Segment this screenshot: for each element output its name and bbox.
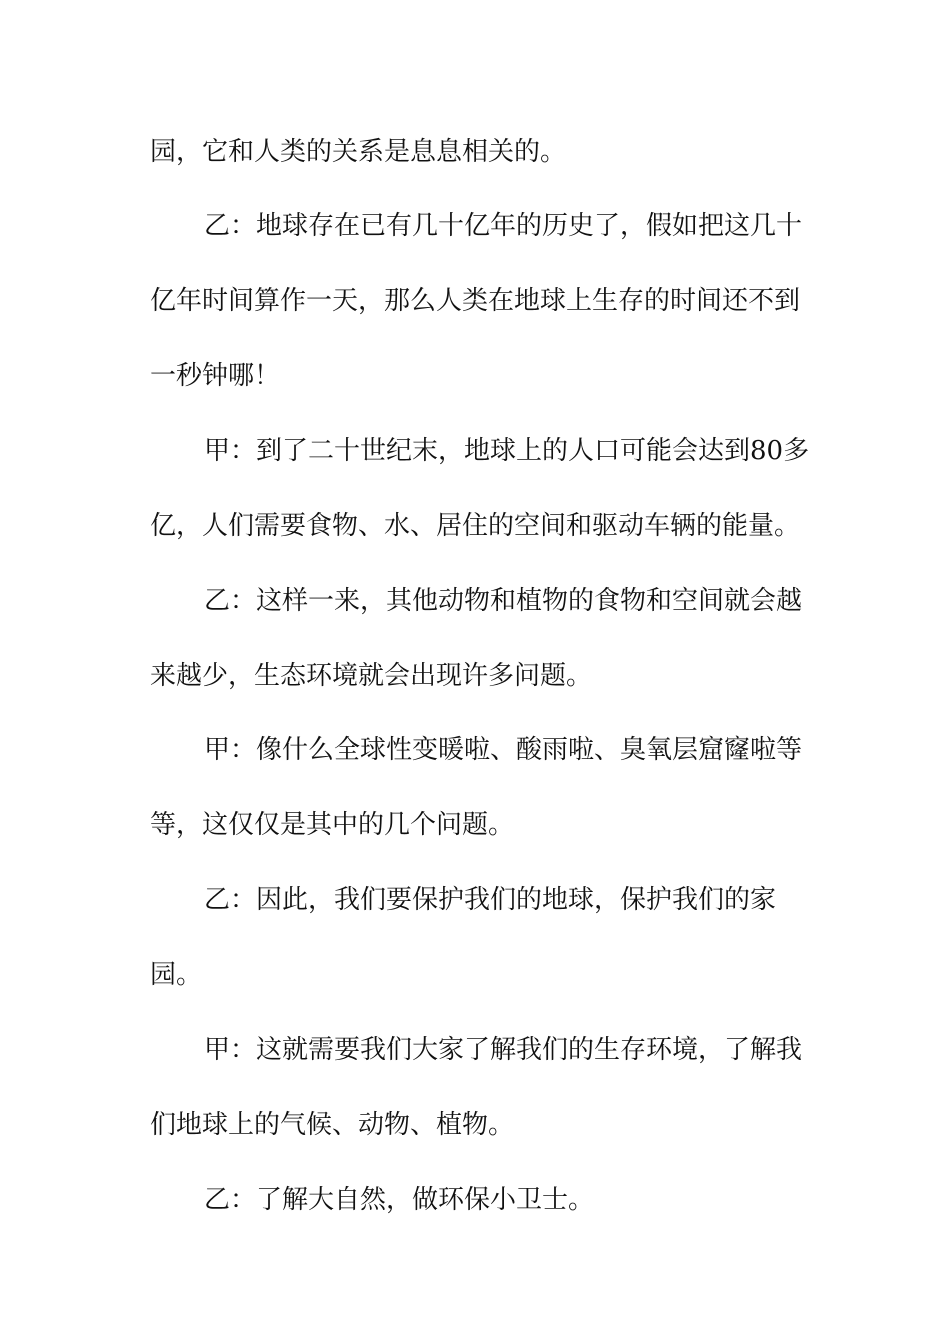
text-line: 甲：像什么全球性变暖啦、酸雨啦、臭氧层窟窿啦等	[204, 735, 803, 765]
text-line: 乙：这样一来，其他动物和植物的食物和空间就会越	[204, 586, 803, 616]
text-line: 园，它和人类的关系是息息相关的。	[150, 137, 567, 167]
text-line: 等，这仅仅是其中的几个问题。	[150, 810, 515, 840]
text-line: 亿年时间算作一天，那么人类在地球上生存的时间还不到	[150, 286, 801, 316]
text-line: 乙：地球存在已有几十亿年的历史了，假如把这几十	[204, 211, 803, 241]
text-line: 来越少，生态环境就会出现许多问题。	[150, 661, 593, 691]
text-line: 甲：到了二十世纪末，地球上的人口可能会达到80多	[204, 436, 810, 466]
text-line: 一秒钟哪！	[150, 361, 281, 391]
text-line: 乙：因此，我们要保护我们的地球，保护我们的家	[204, 885, 777, 915]
text-line: 亿，人们需要食物、水、居住的空间和驱动车辆的能量。	[150, 511, 801, 541]
text-line: 园。	[150, 960, 203, 990]
text-line: 们地球上的气候、动物、植物。	[150, 1110, 515, 1140]
text-line: 甲：这就需要我们大家了解我们的生存环境，了解我	[204, 1035, 803, 1065]
text-line: 乙：了解大自然，做环保小卫士。	[204, 1185, 595, 1215]
